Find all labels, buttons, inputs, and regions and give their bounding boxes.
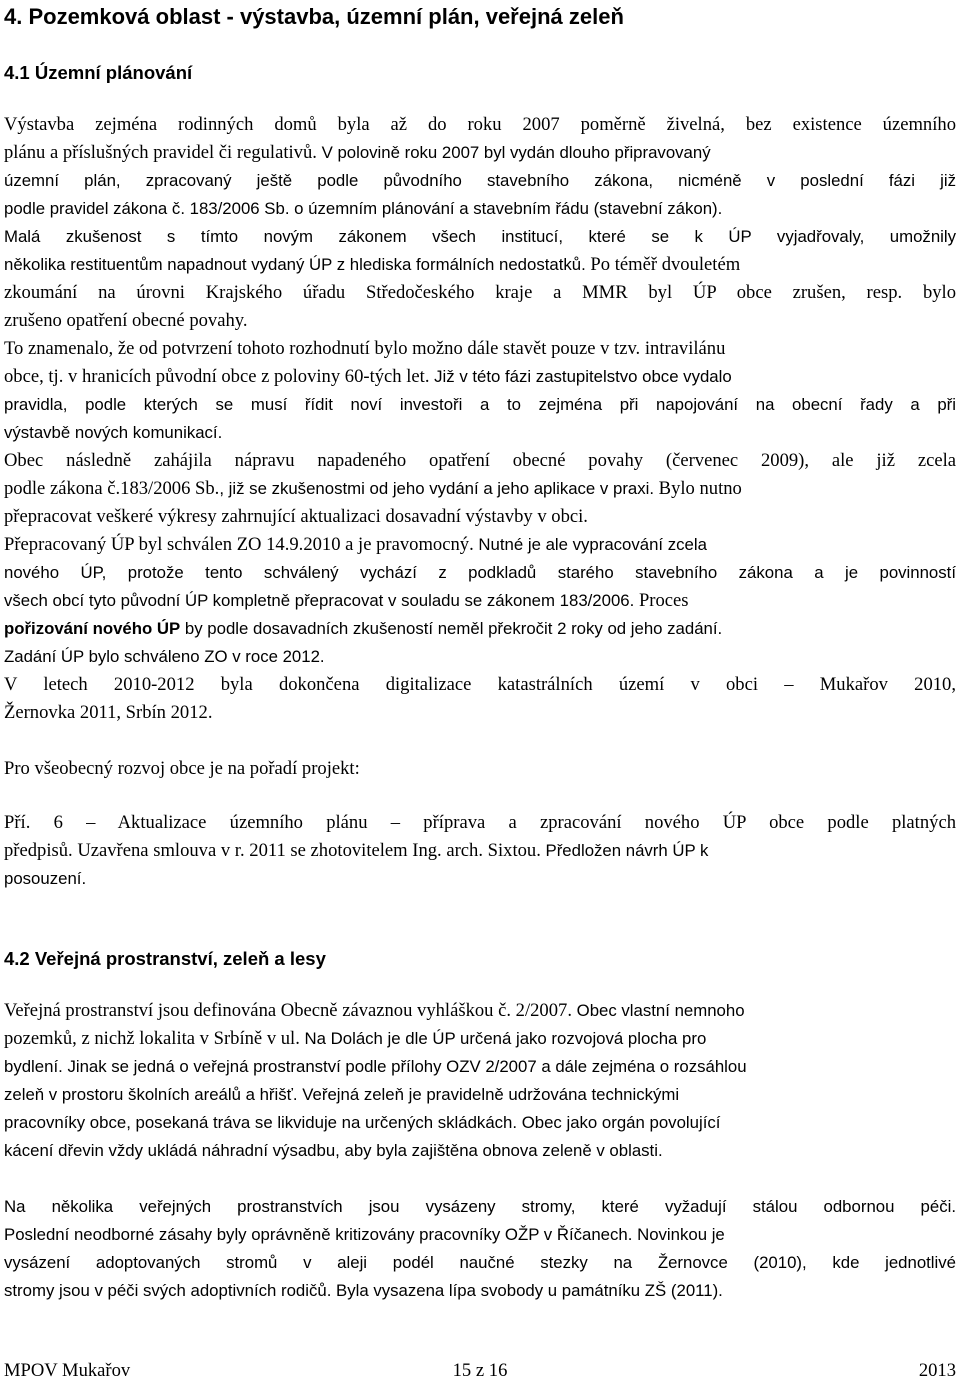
paragraph-line bbox=[4, 252, 956, 279]
text-run: obce, tj. v hranicích původní obce z poloviny 60-tých let. bbox=[4, 366, 430, 387]
text-run: pracovníky obce, posekaná tráva se likviduje na určených skládkách. bbox=[4, 1113, 518, 1132]
paragraph-line bbox=[4, 616, 956, 643]
paragraph-line bbox=[4, 1222, 956, 1249]
paragraph-line: nového ÚP, protože tento schválený vychází z podkladů starého stavebního zákona a je povinností bbox=[4, 563, 956, 582]
text-run: , již se zkušenostmi od jeho vydání a jeho aplikace v praxi. bbox=[219, 479, 655, 498]
text-run: Novinkou je bbox=[632, 1225, 725, 1244]
text-run-bold: pořizování nového ÚP bbox=[4, 619, 181, 638]
priority-intro: Pro všeobecný rozvoj obce je na pořadí projekt: bbox=[4, 758, 360, 779]
text-run: Jinak se jedná o veřejná prostranství podle přílohy OZV 2/2007 a dále zejména o rozsáhlou bbox=[62, 1057, 747, 1076]
paragraph-line: územní plán, zpracovaný ještě podle původního stavebního zákona, nicméně v poslední fázi již bbox=[4, 171, 956, 190]
paragraph-line: podle pravidel zákona č. 183/2006 Sb. o územním plánování a stavebním řádu (stavební zákon). bbox=[4, 199, 723, 218]
priority-line: Pří. 6 – Aktualizace územního plánu – příprava a zpracování nového ÚP obce podle platných bbox=[4, 812, 956, 833]
paragraph-line bbox=[4, 476, 956, 503]
text-run: Již v této fázi zastupitelstvo obce vydalo bbox=[429, 367, 732, 386]
footer-document-name: MPOV Mukařov bbox=[4, 1360, 131, 1381]
paragraph-line: zrušeno opatření obecné povahy. bbox=[4, 310, 248, 331]
text-run: Veřejná prostranství jsou definována Obecně závaznou vyhláškou č. 2/2007. bbox=[4, 1000, 572, 1021]
paragraph-line bbox=[4, 364, 956, 391]
text-run: Nutné je ale vypracování zcela bbox=[473, 535, 707, 554]
section-title-public-spaces: 4.2 Veřejná prostranství, zeleň a lesy bbox=[4, 948, 326, 969]
text-run: všech obcí tyto původní ÚP kompletně přepracovat v souladu se zákonem 183/2006. bbox=[4, 591, 635, 610]
text-run: by podle dosavadních zkušeností neměl překročit 2 roky od jeho zadání. bbox=[180, 619, 723, 638]
text-run: Na Dolách je dle ÚP určená jako rozvojová plocha pro bbox=[299, 1029, 707, 1048]
paragraph-line: Obec následně zahájila nápravu napadeného opatření obecné povahy (červenec 2009), ale již zcela bbox=[4, 450, 956, 471]
text-run: plánu a příslušných pravidel či regulativů. bbox=[4, 142, 317, 163]
paragraph-line: zkoumání na úrovni Krajského úřadu Středočeského kraje a MMR byl ÚP obce zrušen, resp. bylo bbox=[4, 282, 956, 303]
paragraph-line bbox=[4, 998, 956, 1025]
paragraph-line bbox=[4, 1054, 956, 1081]
text-run: Byla vysazena lípa svobody u památníku ZŠ (2011). bbox=[331, 1281, 723, 1300]
footer-year: 2013 bbox=[918, 1360, 956, 1381]
paragraph-line: Žernovka 2011, Srbín 2012. bbox=[4, 702, 213, 723]
paragraph-line: vysázení adoptovaných stromů v aleji podél naučné stezky na Žernovce (2010), kde jednotlivé bbox=[4, 1253, 956, 1272]
paragraph-line: Zadání ÚP bylo schváleno ZO v roce 2012. bbox=[4, 647, 325, 666]
paragraph-line bbox=[4, 1278, 956, 1305]
text-run: stromy jsou v péči svých adoptivních rodičů. bbox=[4, 1281, 332, 1300]
paragraph-line: přepracovat veškeré výkresy zahrnující aktualizaci dosavadní výstavby v obci. bbox=[4, 506, 588, 527]
paragraph-line: V letech 2010-2012 byla dokončena digitalizace katastrálních území v obci – Mukařov 2010, bbox=[4, 674, 956, 695]
text-run: předpisů. Uzavřena smlouva v r. 2011 se zhotovitelem Ing. arch. Sixtou. bbox=[4, 840, 541, 861]
text-run: Poslední neodborné zásahy byly oprávněně kritizovány pracovníky OŽP v Říčanech. bbox=[4, 1225, 633, 1244]
paragraph-line bbox=[4, 1082, 956, 1109]
priority-line: posouzení. bbox=[4, 869, 87, 888]
paragraph-line bbox=[4, 588, 956, 615]
text-run: Proces bbox=[634, 590, 689, 611]
paragraph-line: výstavbě nových komunikací. bbox=[4, 423, 223, 442]
page-heading: 4. Pozemková oblast - výstavba, územní plán, veřejná zeleň bbox=[4, 4, 624, 29]
text-run: pozemků, z nichž lokalita v Srbíně v ul. bbox=[4, 1028, 300, 1049]
text-run: Obec vlastní nemnoho bbox=[571, 1001, 745, 1020]
paragraph-line: Na několika veřejných prostranstvích jsou vysázeny stromy, které vyžadují stálou odbornou péči. bbox=[4, 1197, 956, 1216]
paragraph-line: To znamenalo, že od potvrzení tohoto rozhodnutí bylo možno dále stavět pouze v tzv. intravilánu bbox=[4, 338, 726, 359]
paragraph-line bbox=[4, 1026, 956, 1053]
paragraph-line: Výstavba zejména rodinných domů byla až do roku 2007 poměrně živelná, bez existence územního bbox=[4, 114, 956, 135]
text-run: několika restituentům napadnout vydaný ÚP z hlediska formálních nedostatků. bbox=[4, 255, 586, 274]
paragraph-line: kácení dřevin vždy ukládá náhradní výsadbu, aby byla zajištěna obnova zeleně v oblasti. bbox=[4, 1141, 663, 1160]
paragraph-line bbox=[4, 140, 956, 167]
text-run: V polovině roku 2007 byl vydán dlouho připravovaný bbox=[316, 143, 711, 162]
paragraph-line bbox=[4, 1110, 956, 1137]
paragraph-line: pravidla, podle kterých se musí řídit noví investoři a to zejména při napojování na obecní řady a při bbox=[4, 395, 956, 414]
priority-line bbox=[4, 838, 956, 865]
footer-page-number: 15 z 16 bbox=[452, 1360, 508, 1381]
text-run: Přepracovaný ÚP byl schválen ZO 14.9.2010 a je pravomocný. bbox=[4, 534, 474, 555]
page-footer bbox=[4, 1358, 956, 1383]
section-title-territorial-planning: 4.1 Územní plánování bbox=[4, 62, 193, 83]
paragraph-line bbox=[4, 532, 956, 559]
text-run: bydlení. bbox=[4, 1057, 63, 1076]
text-run: zeleň v prostoru školních areálů a hřišť. bbox=[4, 1085, 298, 1104]
text-run: podle zákona č.183/2006 Sb. bbox=[4, 478, 220, 499]
text-run: Předložen návrh ÚP k bbox=[540, 841, 709, 860]
text-run: Bylo nutno bbox=[654, 478, 742, 499]
text-run: Obec jako orgán povolující bbox=[517, 1113, 721, 1132]
text-run: Veřejná zeleň je pravidelně udržována technickými bbox=[297, 1085, 680, 1104]
paragraph-line: Malá zkušenost s tímto novým zákonem všech institucí, které se k ÚP vyjadřovaly, umožnily bbox=[4, 227, 956, 246]
text-run: Po téměř dvouletém bbox=[585, 254, 741, 275]
